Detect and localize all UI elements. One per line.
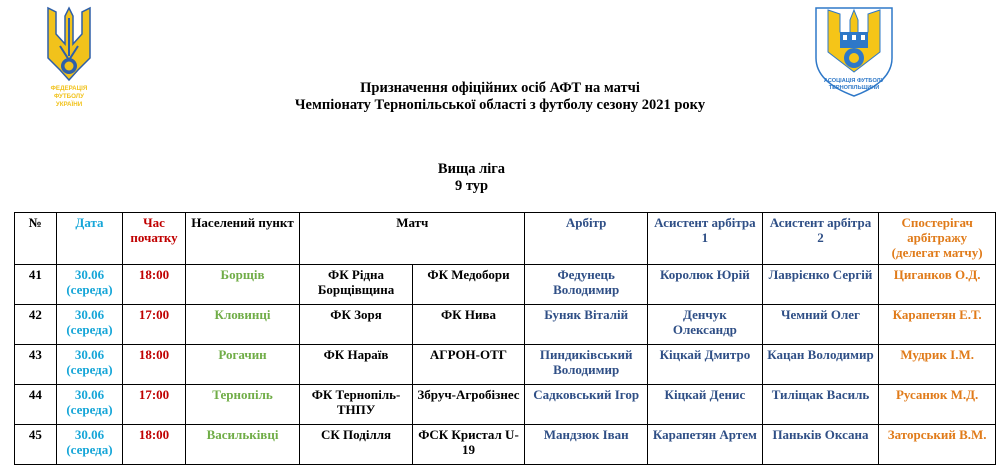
- league-name: Вища ліга: [437, 161, 506, 177]
- table-row: [15, 305, 996, 345]
- away-team: Збруч-Агробізнес: [412, 385, 524, 425]
- document-title-line2: Чемпіонату Тернопільської області з футболу сезону 2021 року: [294, 97, 706, 113]
- match-date: 30.06 (середа): [56, 425, 123, 465]
- match-date: 30.06 (середа): [56, 305, 123, 345]
- header-observer: Спостерігач арбітражу (делегат матчу): [879, 213, 996, 265]
- away-team: АГРОН-ОТГ: [412, 345, 524, 385]
- match-date: 30.06 (середа): [56, 345, 123, 385]
- assistant2: Лаврієнко Сергій: [762, 265, 879, 305]
- match-place: Борщів: [185, 265, 300, 305]
- match-place: Рогачин: [185, 345, 300, 385]
- match-number: 41: [15, 265, 57, 305]
- home-team: СК Поділля: [300, 425, 412, 465]
- match-place: Тернопіль: [185, 385, 300, 425]
- referee: Федунець Володимир: [525, 265, 648, 305]
- header-assistant2: Асистент арбітра 2: [762, 213, 879, 265]
- observer: Циганков О.Д.: [879, 265, 996, 305]
- table-header-row: [15, 213, 996, 265]
- header-no: №: [15, 213, 57, 265]
- referee: Мандзюк Іван: [525, 425, 648, 465]
- header-referee: Арбітр: [525, 213, 648, 265]
- observer: Мудрик І.М.: [879, 345, 996, 385]
- observer: Карапетян Е.Т.: [879, 305, 996, 345]
- header-match: Матч: [300, 213, 525, 265]
- observer: Русанюк М.Д.: [879, 385, 996, 425]
- home-team: ФК Зоря: [300, 305, 412, 345]
- assistant2: Кацан Володимир: [762, 345, 879, 385]
- assistant1: Денчук Олександр: [648, 305, 763, 345]
- round-label: 9 тур: [454, 178, 489, 194]
- assistant1: Кіцкай Дмитро: [648, 345, 763, 385]
- away-team: ФК Нива: [412, 305, 524, 345]
- away-team: ФК Медобори: [412, 265, 524, 305]
- match-time: 18:00: [123, 425, 185, 465]
- referee: Садковський Ігор: [525, 385, 648, 425]
- match-number: 43: [15, 345, 57, 385]
- match-time: 18:00: [123, 345, 185, 385]
- match-date: 30.06 (середа): [56, 385, 123, 425]
- assistant1: Карапетян Артем: [648, 425, 763, 465]
- match-number: 45: [15, 425, 57, 465]
- match-place: Кловинці: [185, 305, 300, 345]
- table-row: [15, 265, 996, 305]
- header-assistant1: Асистент арбітра 1: [648, 213, 763, 265]
- header-time: Час початку: [123, 213, 185, 265]
- svg-text:ФУТБОЛУ: ФУТБОЛУ: [54, 93, 84, 100]
- svg-text:АСОЦІАЦІЯ ФУТБОЛУ: АСОЦІАЦІЯ ФУТБОЛУ: [823, 78, 885, 84]
- referee: Пиндиківський Володимир: [525, 345, 648, 385]
- schedule-table: [14, 212, 996, 465]
- home-team: ФК Тернопіль-ТНПУ: [300, 385, 412, 425]
- svg-text:ТЕРНОПІЛЬЩИНИ: ТЕРНОПІЛЬЩИНИ: [828, 85, 880, 91]
- ffu-logo-text: ФЕДЕРАЦІЯ: [50, 85, 88, 92]
- match-time: 17:00: [123, 305, 185, 345]
- away-team: ФСК Кристал U-19: [412, 425, 524, 465]
- match-number: 44: [15, 385, 57, 425]
- header-place: Населений пункт: [185, 213, 300, 265]
- match-place: Васильківці: [185, 425, 300, 465]
- match-time: 18:00: [123, 265, 185, 305]
- match-date: 30.06 (середа): [56, 265, 123, 305]
- match-time: 17:00: [123, 385, 185, 425]
- document-title-line1: Призначення офіційних осіб АФТ на матчі: [360, 80, 640, 96]
- referee: Буняк Віталій: [525, 305, 648, 345]
- home-team: ФК Рідна Борщівщина: [300, 265, 412, 305]
- assistant1: Королюк Юрій: [648, 265, 763, 305]
- assistant2: Паньків Оксана: [762, 425, 879, 465]
- table-row: [15, 385, 996, 425]
- table-row: [15, 425, 996, 465]
- observer: Заторський В.М.: [879, 425, 996, 465]
- header-date: Дата: [56, 213, 123, 265]
- assistant1: Кіцкай Денис: [648, 385, 763, 425]
- svg-text:УКРАЇНИ: УКРАЇНИ: [55, 101, 83, 108]
- assistant2: Чемний Олег: [762, 305, 879, 345]
- home-team: ФК Нараїв: [300, 345, 412, 385]
- assistant2: Тиліщак Василь: [762, 385, 879, 425]
- match-number: 42: [15, 305, 57, 345]
- table-row: [15, 345, 996, 385]
